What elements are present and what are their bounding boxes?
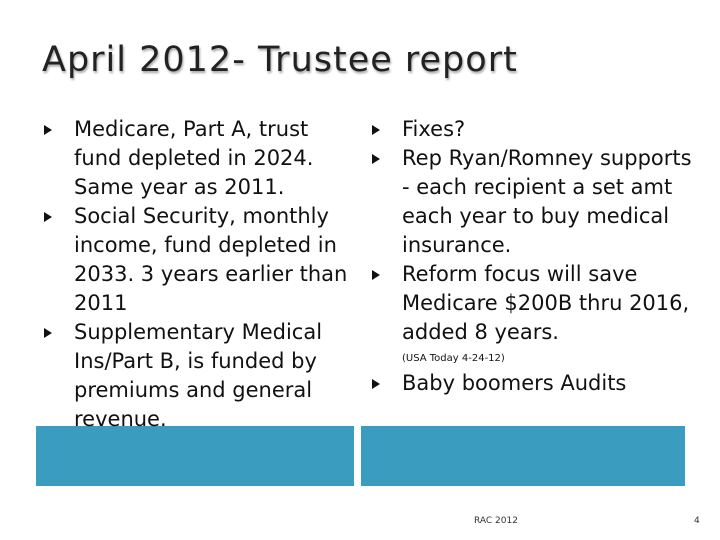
bullet-text: Social Security, monthly income, fund depleted in 2033. 3 years earlier than 2011 xyxy=(74,204,348,315)
accent-band-right xyxy=(361,426,685,486)
source-note: (USA Today 4-24-12) xyxy=(402,353,505,364)
left-bullet-list xyxy=(40,115,360,434)
bullet-item xyxy=(40,318,360,434)
right-bullet-list-2 xyxy=(368,369,698,398)
accent-band-left xyxy=(36,426,354,486)
bullet-item xyxy=(368,260,698,347)
arrow-bullet-icon xyxy=(372,270,380,280)
right-column xyxy=(368,115,698,398)
arrow-bullet-icon xyxy=(372,154,380,164)
arrow-bullet-icon xyxy=(44,212,52,222)
page-number: 4 xyxy=(694,516,700,526)
bullet-text: Supplementary Medical Ins/Part B, is funded by premiums and general revenue. xyxy=(74,320,323,431)
bullet-text: Medicare, Part A, trust fund depleted in 2024. Same year as 2011. xyxy=(74,117,314,199)
bullet-item xyxy=(368,369,698,398)
bullet-item xyxy=(368,115,698,144)
left-column xyxy=(40,115,360,434)
footer-text: RAC 2012 xyxy=(474,516,518,526)
slide-title: April 2012- Trustee report xyxy=(42,40,518,80)
bullet-item xyxy=(40,115,360,202)
arrow-bullet-icon xyxy=(372,125,380,135)
bullet-item xyxy=(40,202,360,318)
bullet-text: Fixes? xyxy=(402,117,466,141)
arrow-bullet-icon xyxy=(372,379,380,389)
bullet-text: Reform focus will save Medicare $200B thru 2016, added 8 years. xyxy=(402,262,690,344)
right-bullet-list xyxy=(368,115,698,347)
bullet-text: Rep Ryan/Romney supports - each recipient a set amt each year to buy medical insurance. xyxy=(402,146,692,257)
bullet-text: Baby boomers Audits xyxy=(402,371,627,395)
arrow-bullet-icon xyxy=(44,125,52,135)
arrow-bullet-icon xyxy=(44,328,52,338)
bullet-item xyxy=(368,144,698,260)
